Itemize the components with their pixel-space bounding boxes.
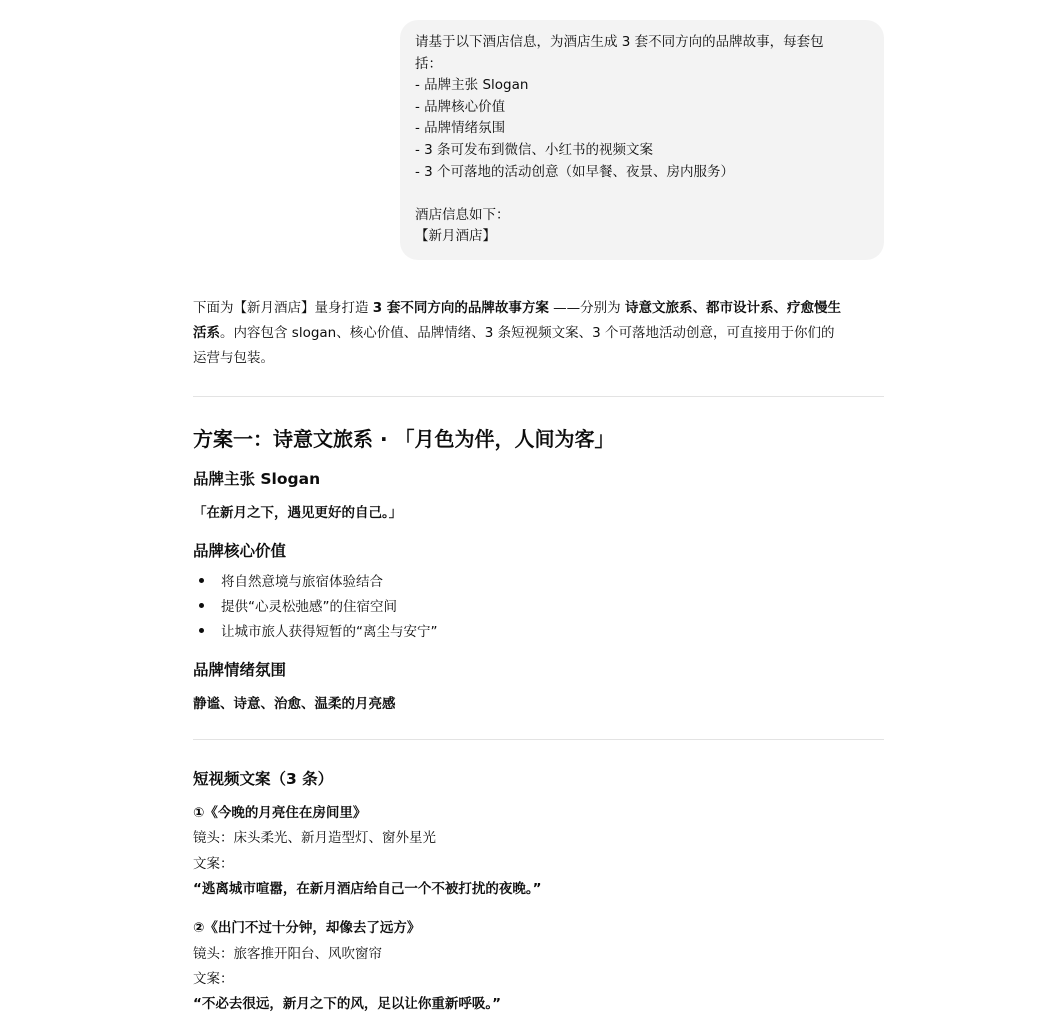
video-shot: 镜头：床头柔光、新月造型灯、窗外星光 (193, 830, 436, 846)
user-message-bubble (400, 20, 884, 260)
intro-bold: 3 套不同方向的品牌故事方案 (372, 300, 549, 316)
list-item (199, 595, 397, 615)
user-message-line: 请基于以下酒店信息，为酒店生成 3 套不同方向的品牌故事，每套包 (415, 34, 824, 50)
video-copy-label: 文案： (193, 971, 234, 987)
list-item-text: 让城市旅人获得短暂的“离尘与安宁” (221, 624, 438, 640)
user-message-line: 【新月酒店】 (415, 228, 496, 245)
bullet-dot (199, 603, 204, 608)
user-message-line: - 品牌主张 Slogan (415, 77, 529, 94)
video-copy: “不必去很远，新月之下的风，足以让你重新呼吸。” (193, 996, 501, 1012)
slogan-text: 「在新月之下，遇见更好的自己。」 (193, 505, 403, 521)
list-item (199, 570, 383, 590)
user-message-line: - 3 个可落地的活动创意（如早餐、夜景、房内服务） (415, 163, 735, 180)
mood-heading: 品牌情绪氛围 (193, 661, 287, 679)
list-item-text: 将自然意境与旅宿体验结合 (221, 574, 383, 590)
video-copy: “逃离城市喧嚣，在新月酒店给自己一个不被打扰的夜晚。” (193, 881, 542, 897)
intro-text: 下面为【新月酒店】量身打造 (193, 300, 373, 316)
user-message-line: - 3 条可发布到微信、小红书的视频文案 (415, 141, 654, 158)
user-message-line: - 品牌核心价值 (415, 98, 506, 115)
video-copy-label: 文案： (193, 856, 234, 872)
plan-title: 方案一：诗意文旅系 · 「月色为伴，人间为客」 (193, 427, 615, 451)
intro-text: 。内容包含 slogan、核心价值、品牌情绪、3 条短视频文案、3 个可落地活动创意，可直接用于你们的 (220, 325, 835, 341)
user-message-line (415, 183, 868, 205)
intro-text: ——分别为 (548, 300, 625, 316)
assistant-answer-intro (193, 296, 884, 371)
list-item-text: 提供“心灵松弛感”的住宿空间 (221, 599, 397, 615)
user-message-line: 酒店信息如下： (415, 206, 510, 223)
user-message-line: 括： (415, 55, 442, 72)
intro-bold: 诗意文旅系、都市设计系、疗愈慢生 (624, 300, 841, 316)
bullet-dot (199, 578, 204, 583)
list-item (199, 620, 438, 640)
mood-text: 静谧、诗意、治愈、温柔的月亮感 (193, 696, 396, 712)
values-heading: 品牌核心价值 (193, 542, 287, 560)
video-shot: 镜头：旅客推开阳台、风吹窗帘 (193, 946, 382, 962)
intro-paragraph (193, 296, 884, 371)
intro-bold: 活系 (193, 325, 220, 341)
videos-heading: 短视频文案（3 条） (193, 770, 334, 788)
divider (193, 739, 884, 740)
slogan-heading: 品牌主张 Slogan (193, 470, 321, 488)
video-title: ①《今晚的月亮住在房间里》 (193, 805, 367, 821)
bullet-dot (199, 628, 204, 633)
intro-text: 运营与包装。 (193, 350, 274, 366)
divider (193, 396, 884, 397)
video-title: ②《出门不过十分钟，却像去了远方》 (193, 920, 421, 936)
user-message-line: - 品牌情绪氛围 (415, 120, 506, 137)
